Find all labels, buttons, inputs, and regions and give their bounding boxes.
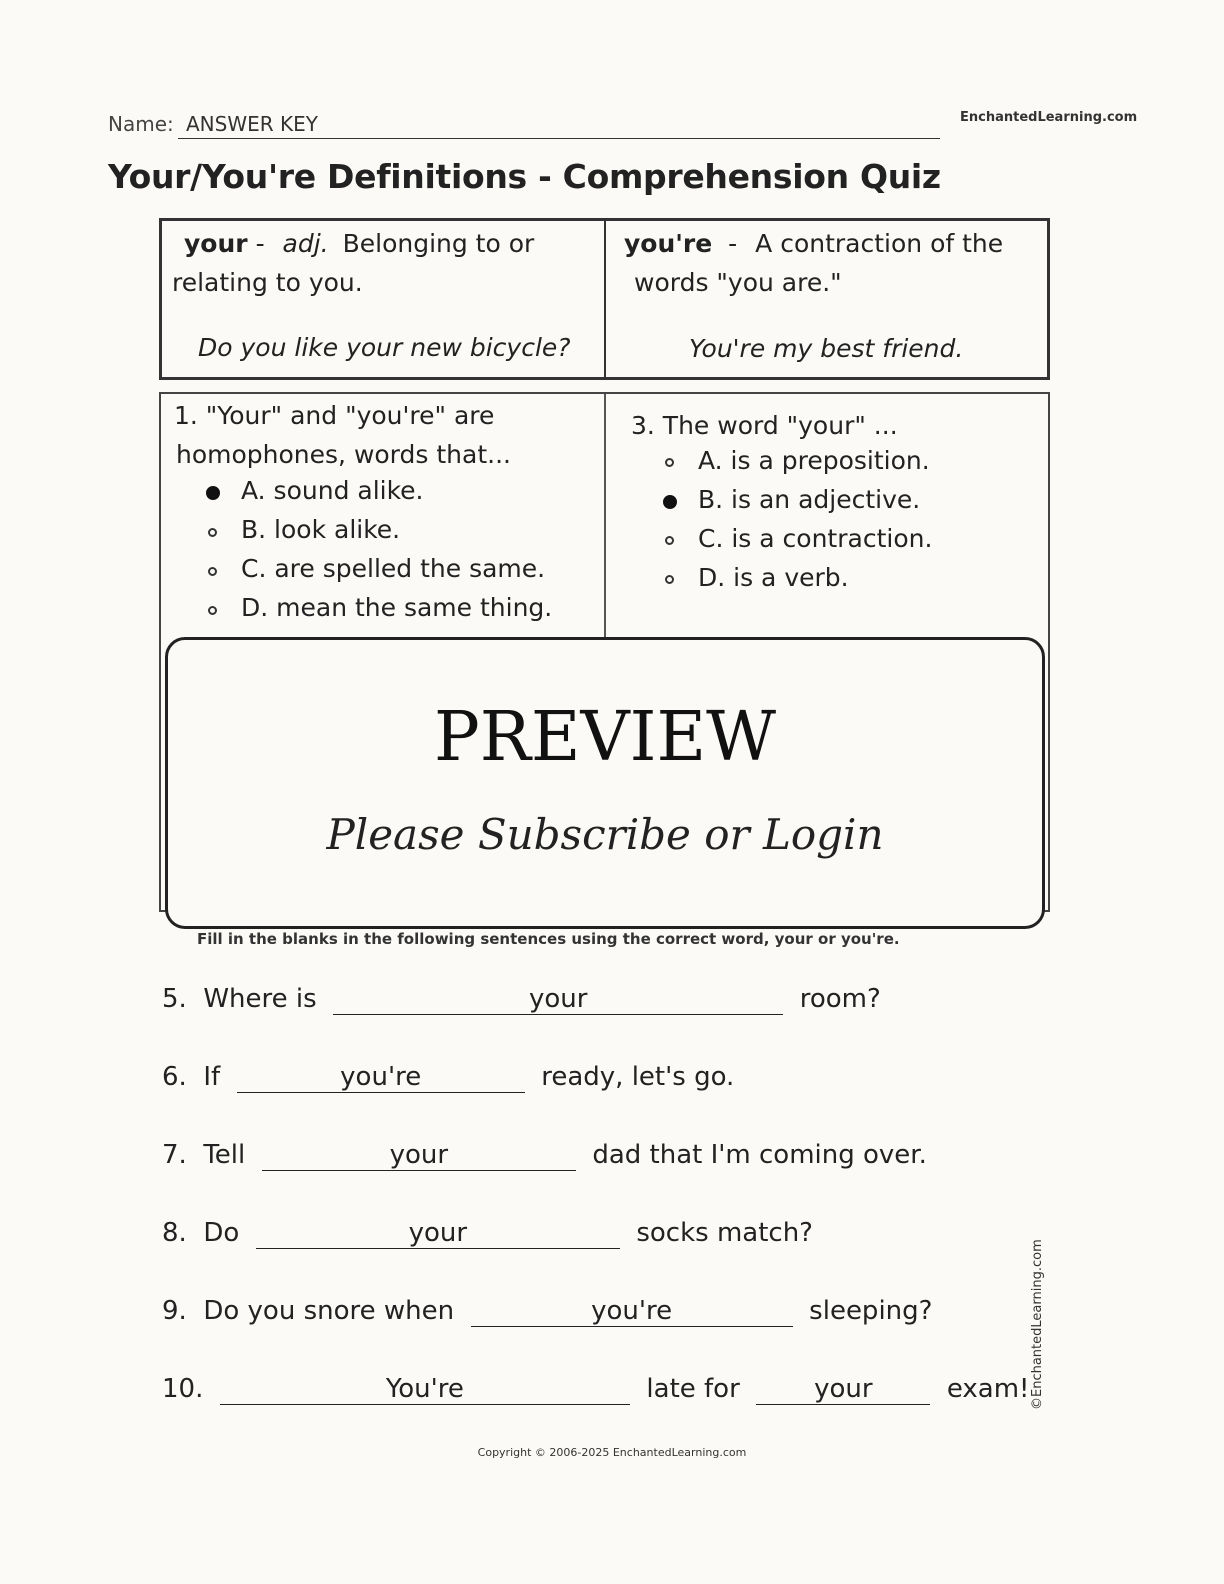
answer-blank[interactable]: your xyxy=(333,984,783,1015)
question-3: 3. The word "your" ... xyxy=(631,411,898,440)
fill-in-sentence-7 xyxy=(162,1140,927,1171)
sentence-after: dad that I'm coming over. xyxy=(592,1140,927,1170)
fill-in-sentence-9 xyxy=(162,1296,932,1327)
name-label: Name: xyxy=(108,112,174,136)
q1-option-c-radio[interactable] xyxy=(208,567,217,576)
sentence-after: late for xyxy=(646,1374,740,1404)
sentence-after: ready, let's go. xyxy=(541,1062,735,1092)
subscribe-login-prompt[interactable]: Please Subscribe or Login xyxy=(326,810,884,859)
sentence-after-2: exam! xyxy=(946,1374,1030,1404)
sentence-before: Where is xyxy=(203,984,317,1014)
site-logo-text[interactable]: EnchantedLearning.com xyxy=(960,110,1138,125)
sentence-before: Do xyxy=(203,1218,240,1248)
fill-in-sentence-10 xyxy=(162,1374,1029,1405)
answer-blank[interactable]: your xyxy=(256,1218,620,1249)
question-1 xyxy=(174,396,511,474)
preview-overlay[interactable] xyxy=(165,637,1045,929)
q1-option-d[interactable]: D. mean the same thing. xyxy=(241,593,553,622)
q3-option-b-radio[interactable] xyxy=(663,495,677,509)
sentence-after: socks match? xyxy=(636,1218,813,1248)
sentence-number: 9. xyxy=(162,1296,187,1326)
q1-option-d-radio[interactable] xyxy=(208,606,217,615)
fill-in-sentence-5 xyxy=(162,984,881,1015)
sentence-number: 8. xyxy=(162,1218,187,1248)
side-credit: ©EnchantedLearning.com xyxy=(1030,1239,1045,1410)
sentence-number: 6. xyxy=(162,1062,187,1092)
sentence-before: Tell xyxy=(203,1140,246,1170)
page-title: Your/You're Definitions - Comprehension Quiz xyxy=(108,157,941,196)
q3-option-c[interactable]: C. is a contraction. xyxy=(698,524,933,553)
q3-option-a-radio[interactable] xyxy=(665,458,674,467)
q1-option-a-radio[interactable] xyxy=(206,486,220,500)
sentence-before: Do you snore when xyxy=(203,1296,455,1326)
answer-blank[interactable]: you're xyxy=(471,1296,793,1327)
def-dash: - xyxy=(728,229,738,258)
q3-option-b[interactable]: B. is an adjective. xyxy=(698,485,921,514)
answer-blank[interactable]: You're xyxy=(220,1374,630,1405)
sentence-after: room? xyxy=(799,984,881,1014)
fill-in-sentence-6 xyxy=(162,1062,734,1093)
def-text-1: A contraction of the xyxy=(755,229,1004,258)
def-dash: - xyxy=(255,229,265,258)
q1-option-b[interactable]: B. look alike. xyxy=(241,515,401,544)
q1-option-b-radio[interactable] xyxy=(208,528,217,537)
q3-option-d[interactable]: D. is a verb. xyxy=(698,563,849,592)
q1-option-a[interactable]: A. sound alike. xyxy=(241,476,424,505)
copyright: Copyright © 2006-2025 EnchantedLearning.com xyxy=(477,1446,747,1459)
q3-option-a[interactable]: A. is a preposition. xyxy=(698,446,930,475)
name-underline xyxy=(178,138,940,139)
question-1-line-1: 1. "Your" and "you're" are xyxy=(174,401,495,430)
sentence-number: 7. xyxy=(162,1140,187,1170)
sentence-after: sleeping? xyxy=(809,1296,933,1326)
answer-blank-2[interactable]: your xyxy=(756,1374,930,1405)
def-example-your: Do you like your new bicycle? xyxy=(198,333,571,362)
def-pos: adj. xyxy=(282,229,329,258)
def-text-2: relating to you. xyxy=(172,268,363,297)
questions-divider xyxy=(604,394,606,637)
definition-youre xyxy=(624,224,1034,302)
def-text-1: Belonging to or xyxy=(342,229,535,258)
question-1-line-2: homophones, words that... xyxy=(176,440,511,469)
def-word-your: your xyxy=(184,229,248,258)
def-word-youre: you're xyxy=(624,229,713,258)
answer-blank[interactable]: your xyxy=(262,1140,576,1171)
q3-option-c-radio[interactable] xyxy=(665,536,674,545)
name-value: ANSWER KEY xyxy=(186,112,318,136)
sentence-number: 5. xyxy=(162,984,187,1014)
definitions-box xyxy=(159,218,1050,380)
sentence-before: If xyxy=(203,1062,221,1092)
sentence-number: 10. xyxy=(162,1374,204,1404)
def-example-youre: You're my best friend. xyxy=(689,334,964,363)
def-text-2: words "you are." xyxy=(634,268,842,297)
definition-your xyxy=(172,224,594,302)
fill-in-instructions: Fill in the blanks in the following sentences using the correct word, your or you're. xyxy=(197,930,900,948)
q3-option-d-radio[interactable] xyxy=(665,575,674,584)
preview-title: PREVIEW xyxy=(433,698,777,777)
q1-option-c[interactable]: C. are spelled the same. xyxy=(241,554,546,583)
definitions-divider xyxy=(604,221,606,377)
answer-blank[interactable]: you're xyxy=(237,1062,525,1093)
fill-in-sentence-8 xyxy=(162,1218,813,1249)
